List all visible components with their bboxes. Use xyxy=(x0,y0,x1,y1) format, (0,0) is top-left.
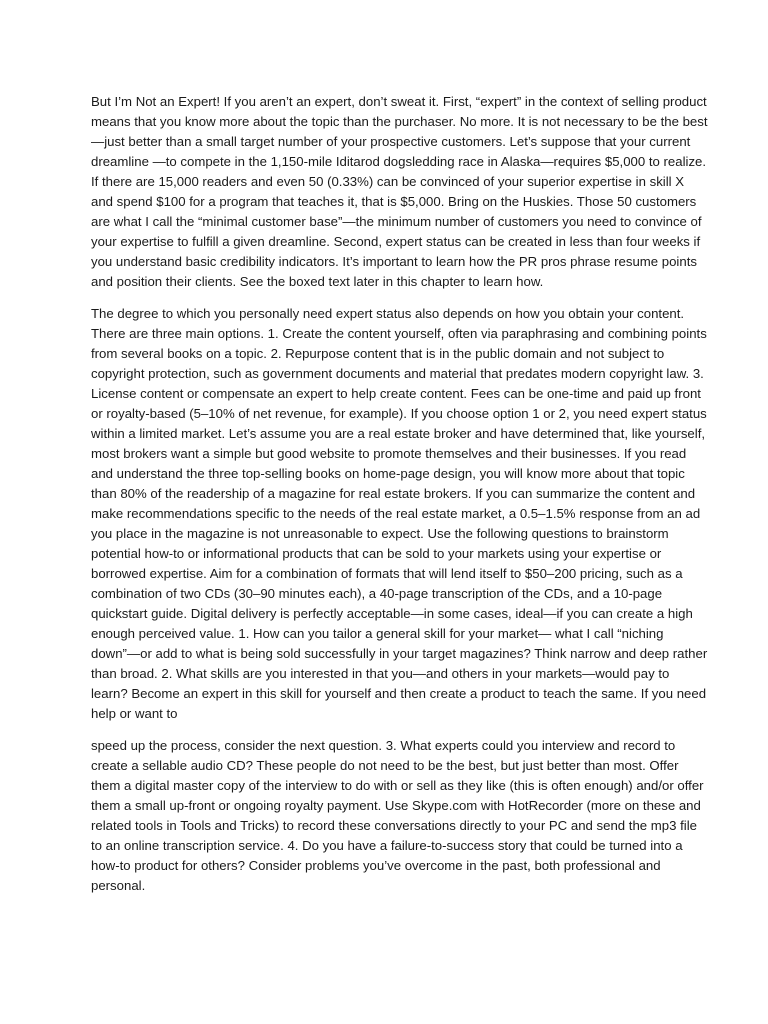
paragraph-expert-status: But I’m Not an Expert! If you aren’t an expert, don’t sweat it. First, “expert” in the context of selling product means that you know more about the topic than the purchaser. No more. It is not necessary to be the best—just better than a small target number of your prospective customers. Let’s suppose that your current dreamline —to compete in the 1,150-mile Iditarod dogsledding race in Alaska—requires $5,000 to realize. If there are 15,000 readers and even 50 (0.33%) can be convinced of your superior expertise in skill X and spend $100 for a program that teaches it, that is $5,000. Bring on the Huskies. Those 50 customers are what I call the “minimal customer base”—the minimum number of customers you need to convince of your expertise to fulfill a given dreamline. Second, expert status can be created in less than four weeks if you understand basic credibility indicators. It’s important to learn how the PR pros phrase resume points and position their clients. See the boxed text later in this chapter to learn how. xyxy=(91,94,708,289)
paragraph-continued: speed up the process, consider the next question. 3. What experts could you interview and record to create a sellable audio CD? These people do not need to be the best, but just better than most. Offer them a digital master copy of the interview to do with or sell as they like (this is often enough) and/or offer them a small up-front or ongoing royalty payment. Use Skype.com with HotRecorder (more on these and related tools in Tools and Tricks) to record these conversations directly to your PC and send the mp3 file to an online transcription service. 4. Do you have a failure-to-success story that could be turned into a how-to product for others? Consider problems you’ve overcome in the past, both professional and personal. xyxy=(91,738,704,893)
paragraph-content-options: The degree to which you personally need expert status also depends on how you obtain your content. There are three main options. 1. Create the content yourself, often via paraphrasing and combining points from several books on a topic. 2. Repurpose content that is in the public domain and not subject to copyright protection, such as government documents and material that predates modern copyright law. 3. License content or compensate an expert to help create content. Fees can be one-time and paid up front or royalty-based (5–10% of net revenue, for example). If you choose option 1 or 2, you need expert status within a limited market. Let’s assume you are a real estate broker and have determined that, like yourself, most brokers want a simple but good website to promote themselves and their businesses. If you read and understand the three top-selling books on home-page design, you will know more about that topic than 80% of the readership of a magazine for real estate brokers. If you can summarize the content and make recommendations specific to the needs of the real estate market, a 0.5–1.5% response from an ad you place in the magazine is not unreasonable to expect. Use the following questions to brainstorm potential how-to or informational products that can be sold to your markets using your expertise or borrowed expertise. Aim for a combination of formats that will lend itself to $50–200 pricing, such as a combination of two CDs (30–90 minutes each), a 40-page transcription of the CDs, and a 10-page quickstart guide. Digital delivery is perfectly acceptable—in some cases, ideal—if you can create a high enough perceived value. 1. How can you tailor a general skill for your market— what I call “niching down”—or add to what is being sold successfully in your target magazines? Think narrow and deep rather than broad. 2. What skills are you interested in that you—and others in your markets—would pay to learn? Become an expert in this skill for yourself and then create a product to teach the same. If you need help or want to xyxy=(91,306,708,721)
